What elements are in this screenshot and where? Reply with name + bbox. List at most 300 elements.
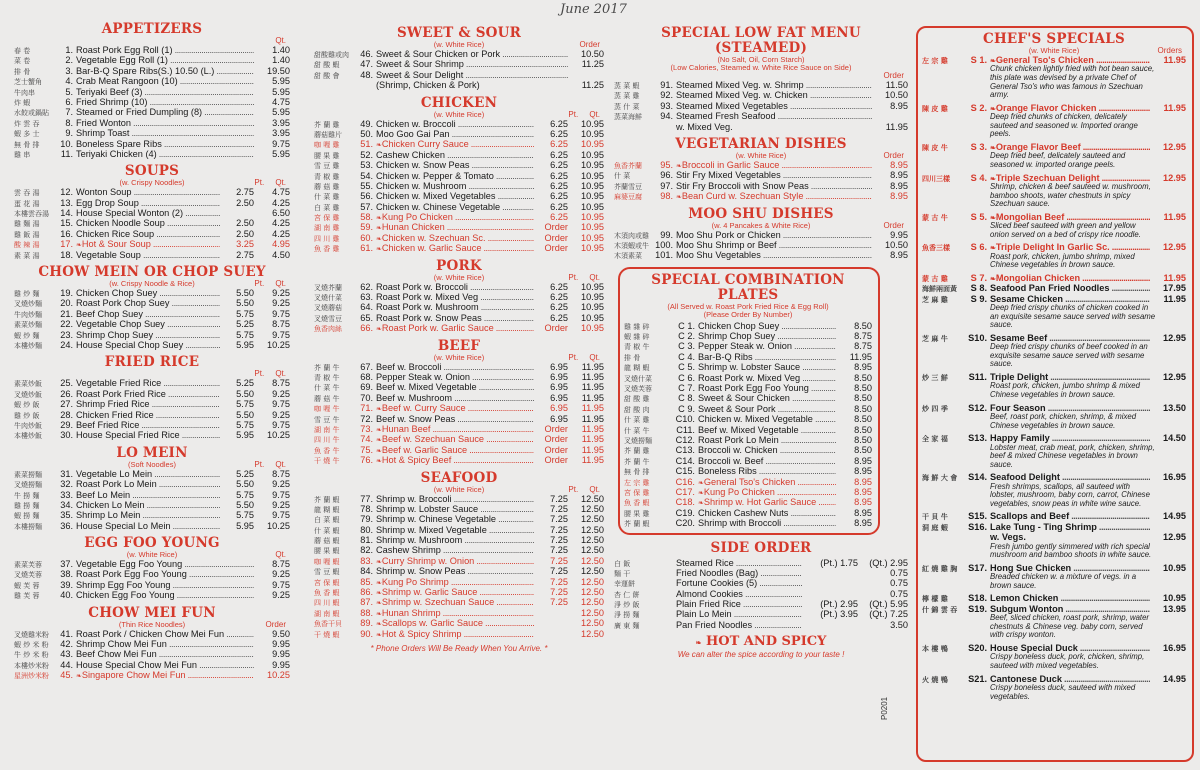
chinese-name: 叉燒雞米粉 bbox=[14, 630, 49, 639]
item-price-qt: 10.25 bbox=[254, 430, 290, 440]
chinese-name: 牛 炒 米 粉 bbox=[14, 651, 49, 660]
item-number: 53. bbox=[360, 160, 373, 171]
item-number: C 1. bbox=[678, 320, 695, 331]
column-1 bbox=[14, 22, 290, 686]
menu-item bbox=[314, 302, 604, 312]
item-price: 9.25 bbox=[254, 569, 290, 579]
item-number: 85. bbox=[360, 576, 373, 587]
item-price-qt: 10.95 bbox=[568, 129, 604, 139]
pork-section: PORK (w. White Rice) Pt. Qt. 叉燒芥蘭 62. Roast Pork w. Broccoli ..... 6.25 10.95 叉燒什菜 63. Roast Pork w. Mixed Veg ..... 6.25 10.95 叉燒蘑菇 64. Roast Pork w. Mushroom ..... 6.25 10.95 叉燒雪豆 65. Roast Pork w. Snow Peas ..... 6.25 10.95 魚香肉絲 66. ❧Roast Pork w. Garlic Sauce ..... Order 10.95 bbox=[314, 259, 604, 334]
item-name: Roast Pork Egg Foo Young ..... bbox=[76, 569, 254, 579]
item-price-pt: Order bbox=[534, 455, 568, 465]
menu-item bbox=[314, 202, 604, 212]
item-name: Roast Pork w. Mushroom ..... bbox=[376, 302, 534, 312]
item-name: Shrimp Toast ..... bbox=[76, 128, 254, 138]
item-price-pt: 7.25 bbox=[534, 545, 568, 555]
menu-item bbox=[14, 139, 290, 149]
item-price-pt: 5.50 bbox=[220, 479, 254, 489]
menu-item bbox=[14, 66, 290, 76]
chili-icon: ❧ bbox=[698, 489, 704, 497]
item-name: ❧Curry Shrimp w. Onion ..... bbox=[376, 556, 534, 568]
item-price: 11.95 bbox=[1150, 273, 1186, 283]
item-name: Chicken w. Broccoli ..... bbox=[376, 119, 534, 129]
item-number: 58. bbox=[360, 212, 373, 223]
menu-item bbox=[922, 273, 1186, 283]
menu-item bbox=[314, 556, 604, 566]
item-number: 62. bbox=[360, 281, 373, 292]
chinese-name: 青 椒 牛 bbox=[624, 343, 650, 352]
chinese-name: 蝦 雜 碎 bbox=[624, 333, 650, 342]
item-description: Shrimp, chicken & beef sauteed w. mushroom, bamboo shoots, water chestnuts in spicy Szechuan sauce. bbox=[990, 181, 1151, 209]
item-price-qt: 10.95 bbox=[568, 243, 604, 253]
item-name: Shrimp w. Broccoli ..... bbox=[376, 494, 534, 504]
menu-item bbox=[314, 514, 604, 524]
item-price: 8.50 bbox=[836, 445, 872, 455]
item-name: Cashew Shrimp ..... bbox=[376, 545, 534, 555]
item-name: Scallops and Beef ..... bbox=[990, 511, 1150, 521]
item-price-qt: 10.95 bbox=[568, 202, 604, 212]
item-number: 66. bbox=[360, 323, 373, 334]
item-number: 101. bbox=[655, 250, 673, 261]
chili-icon: ❧ bbox=[990, 58, 996, 65]
item-number: C 9. bbox=[678, 403, 695, 414]
item-name: Bar-B-Q Spare Ribs(S.) 10.50 (L.) ..... bbox=[76, 66, 254, 76]
chinese-name: 什 菜 bbox=[614, 172, 631, 181]
item-price: 9.95 bbox=[872, 230, 908, 240]
item-price-pt: 5.75 bbox=[220, 510, 254, 520]
item-name: ❧Broccoli in Garlic Sauce ..... bbox=[676, 160, 872, 172]
chinese-name: 蝦 多 士 bbox=[14, 130, 40, 139]
item-name: Fortune Cookies (5) ..... bbox=[676, 578, 802, 588]
chicken-section: CHICKEN (w. White Rice) Pt. Qt. 芥 蘭 雞 49. Chicken w. Broccoli ..... 6.25 10.95 蘑菇雞片 50. Moo Goo Gai Pan ..... 6.25 10.95 咖 喱 雞 51. ❧Chicken Curry Sauce ..... 6.25 10.95 腰 果 雞 52. Cashew Chicken ..... 6.25 10.95 雪 豆 雞 53. Chicken w. Snow Peas ..... 6.25 10.95 青 椒 雞 54. Chicken w. Pepper & Tomato ..... 6.25 10.95 蘑 菇 雞 55. Chicken w. Mushroom ..... 6.25 10.95 什 菜 雞 56. Chicken w. Mixed Vegetables ..... 6.25 10.95 白 菜 雞 57. Chicken w. Chinese Vegetable ..... 6.25 10.95 宮 保 雞 58. ❧Kung Po Chicken ..... 6.25 10.95 湖 南 雞 59. ❧Hunan Chicken ..... Order 10.95 四 川 雞 60. ❧Chicken w. Szechuan Sc. ..... Order 10.95 魚 香 雞 61. ❧Chicken w. Garlic Sauce ..... Order 10.95 bbox=[314, 96, 604, 254]
item-price-qt: 4.95 bbox=[254, 239, 290, 249]
item-number: 83. bbox=[360, 555, 373, 566]
item-number: 31. bbox=[60, 468, 73, 479]
item-name: Roast Pork Egg Roll (1) ..... bbox=[76, 45, 254, 55]
item-name: ❧Singapore Chow Mei Fun ..... bbox=[76, 670, 254, 682]
item-number: 47. bbox=[360, 59, 373, 70]
item-price: 8.95 bbox=[836, 508, 872, 518]
menu-item bbox=[922, 433, 1186, 443]
item-price: 8.50 bbox=[836, 393, 872, 403]
chinese-name: 芥蘭雪豆 bbox=[614, 182, 642, 191]
menu-item bbox=[14, 298, 290, 308]
item-price-qt: 3.50 bbox=[858, 620, 908, 630]
chinese-name: 什 菜 牛 bbox=[624, 426, 650, 435]
chinese-name: 左 宗 雞 bbox=[624, 478, 650, 487]
moo-shu-section: MOO SHU DISHES (w. 4 Pancakes & White Rice) Order 木須肉或雞 99. Moo Shu Pork or Chicken ..... 9.95 木須蝦或牛 100. Moo Shu Shrimp or Beef ..... 10.50 木須素菜 101. Moo Shu Vegetables ..... 8.95 bbox=[614, 207, 908, 261]
chinese-name: 蝦 炒 麵 bbox=[14, 331, 40, 340]
item-price-qt: 12.50 bbox=[568, 545, 604, 555]
item-price-qt: 10.25 bbox=[254, 521, 290, 531]
item-number: 35. bbox=[60, 510, 73, 521]
section-title: SEAFOOD bbox=[420, 469, 498, 486]
menu-item bbox=[314, 233, 604, 243]
item-price: 13.50 bbox=[1150, 403, 1186, 413]
item-price: 16.95 bbox=[1150, 472, 1186, 482]
item-price-qt: (Qt.) 2.95 bbox=[858, 558, 908, 568]
item-price-qt: 4.75 bbox=[254, 187, 290, 197]
item-price: 9.95 bbox=[254, 639, 290, 649]
item-name: Steamed or Fried Dumpling (8) ..... bbox=[76, 107, 254, 117]
item-description: Deep fried beef, delicately sauteed and seasoned w. imported orange peels. bbox=[990, 151, 1126, 169]
chinese-name: 本樓撈麵 bbox=[14, 522, 42, 531]
chinese-name: 芥 蘭 蝦 bbox=[314, 495, 340, 504]
menu-item bbox=[14, 521, 290, 531]
menu-item bbox=[314, 222, 604, 232]
item-number: 86. bbox=[360, 587, 373, 598]
item-price: 3.95 bbox=[254, 118, 290, 128]
item-price-qt: 12.50 bbox=[568, 597, 604, 607]
chinese-name: 星洲炒米粉 bbox=[14, 672, 49, 681]
item-name: ❧Triple Szechuan Delight ..... bbox=[990, 173, 1150, 185]
item-name: Shrimp w. Mixed Vegetable ..... bbox=[376, 525, 534, 535]
item-price-pt: 5.50 bbox=[220, 500, 254, 510]
chinese-name: 芥 蘭 牛 bbox=[624, 457, 650, 466]
item-name: ❧Hunan Chicken ..... bbox=[376, 222, 534, 234]
menu-item bbox=[314, 129, 604, 139]
item-number: S 9. bbox=[970, 293, 987, 304]
item-number: 30. bbox=[60, 430, 73, 441]
item-price-qt: 8.75 bbox=[254, 378, 290, 388]
chinese-name: 咖 喱 蝦 bbox=[314, 557, 340, 566]
item-number: 38. bbox=[60, 569, 73, 580]
section-title: CHICKEN bbox=[420, 94, 498, 111]
item-name: Shrimp w. Lobster Sauce ..... bbox=[376, 504, 534, 514]
item-price: 12.95 bbox=[1150, 242, 1186, 252]
item-number: C 5. bbox=[678, 362, 695, 373]
item-price-pt: 6.25 bbox=[534, 202, 568, 212]
item-description: Deep fried chunks of chicken, delicately sauteed and seasoned w. Imported orange peels. bbox=[990, 112, 1138, 139]
item-name: Steamed Rice ..... bbox=[676, 558, 802, 568]
item-price-qt: 11.95 bbox=[568, 403, 604, 413]
item-price-pt: 5.75 bbox=[220, 490, 254, 500]
menu-item bbox=[624, 518, 872, 528]
menu-item bbox=[624, 331, 872, 341]
item-number: C12. bbox=[675, 434, 695, 445]
item-name: Moo Shu Pork or Chicken ..... bbox=[676, 230, 872, 240]
menu-item bbox=[314, 181, 604, 191]
item-price: 8.95 bbox=[872, 191, 908, 201]
item-name: ❧Shrimp w. Garlic Sauce ..... bbox=[376, 587, 534, 599]
item-price: 14.95 bbox=[1150, 674, 1186, 684]
chinese-name: 四 川 蝦 bbox=[314, 599, 340, 608]
item-number: 72. bbox=[360, 413, 373, 424]
item-price: 8.50 bbox=[836, 321, 872, 331]
item-name: ❧Beef w. Curry Sauce ..... bbox=[376, 403, 534, 415]
item-price-qt: 10.95 bbox=[568, 212, 604, 222]
menu-item-continued: (Shrimp, Chicken & Pork) 11.25 bbox=[376, 80, 604, 91]
chinese-name: 雞 串 bbox=[14, 150, 31, 159]
item-price-pt: 6.25 bbox=[534, 160, 568, 170]
item-price: 8.95 bbox=[836, 487, 872, 497]
item-number: C 4. bbox=[678, 351, 695, 362]
menu-item bbox=[624, 466, 872, 476]
item-number: 60. bbox=[360, 232, 373, 243]
item-price: 11.25 bbox=[568, 59, 604, 69]
item-price: 8.95 bbox=[836, 518, 872, 528]
item-name: Sweet & Sour Pork ..... bbox=[698, 404, 836, 414]
item-price-pt: 6.95 bbox=[534, 403, 568, 413]
section-title: CHOW MEIN OR CHOP SUEY bbox=[38, 264, 266, 281]
item-name: Beef Fried Rice ..... bbox=[76, 420, 220, 430]
chinese-name: 龍 糊 蝦 bbox=[314, 505, 340, 514]
item-number: 12. bbox=[60, 187, 73, 198]
item-description: Deep fried crispy chunks of beef cooked in an exquisite sesame sauce served with sesame sauce. bbox=[990, 342, 1148, 369]
item-number: S 5. bbox=[970, 211, 987, 222]
section-title: CHEF'S SPECIALS bbox=[983, 31, 1125, 47]
item-number: 40. bbox=[60, 590, 73, 601]
item-name: Pan Fried Noodles ..... bbox=[676, 620, 802, 630]
item-description: Beef, roast pork, chicken, shrimp, & mixed Chinese vegetables in brown sauce. bbox=[990, 411, 1137, 430]
item-name: Shrimp Egg Foo Young ..... bbox=[76, 580, 254, 590]
chinese-name: 廣 東 麵 bbox=[614, 621, 640, 630]
item-description: Lobster meat, crab meat, pork, chicken, shrimp, beef & mixed Chinese vegetables in brown sauce. bbox=[990, 442, 1155, 469]
item-number: 26. bbox=[60, 388, 73, 399]
menu-item bbox=[314, 434, 604, 444]
item-number: 88. bbox=[360, 607, 373, 618]
item-name: Roast Pork w. Broccoli ..... bbox=[376, 282, 534, 292]
chili-icon: ❧ bbox=[376, 447, 382, 455]
chinese-name: 素菜炒麵 bbox=[14, 321, 42, 330]
chili-icon: ❧ bbox=[376, 590, 382, 598]
chinese-name: 陳 皮 雞 bbox=[922, 104, 948, 113]
item-number: S18. bbox=[968, 593, 987, 604]
item-number: S 4. bbox=[970, 172, 987, 183]
item-number: 89. bbox=[360, 618, 373, 629]
item-name: ❧Hunan Beef ..... bbox=[376, 424, 534, 436]
menu-item bbox=[314, 393, 604, 403]
menu-item bbox=[614, 230, 908, 240]
menu-item bbox=[624, 383, 872, 393]
item-name: Beef w. Mixed Vegetable ..... bbox=[698, 425, 836, 435]
column-3 bbox=[614, 26, 908, 659]
item-price: 4.75 bbox=[254, 97, 290, 107]
chinese-name: 排 骨 bbox=[14, 67, 31, 76]
chinese-name: 麻婆豆腐 bbox=[614, 193, 642, 202]
menu-item bbox=[14, 309, 290, 319]
chinese-name: 魚香干貝 bbox=[314, 620, 342, 629]
chili-icon: ❧ bbox=[990, 214, 996, 222]
chinese-name: 叉燒芙蓉 bbox=[624, 385, 652, 394]
item-name: Roast Pork Chop Suey ..... bbox=[76, 298, 220, 308]
item-number: 24. bbox=[60, 339, 73, 350]
menu-item bbox=[624, 497, 872, 507]
chinese-name: 魚香芥蘭 bbox=[614, 161, 642, 170]
item-number: 39. bbox=[60, 579, 73, 590]
item-number: 10. bbox=[60, 138, 73, 149]
menu-item bbox=[14, 389, 290, 399]
item-name: ❧Kung Po Chicken ..... bbox=[698, 487, 836, 499]
menu-item bbox=[14, 649, 290, 659]
item-name: Seafood Pan Fried Noodles ..... bbox=[990, 283, 1150, 293]
chinese-name: 青 椒 牛 bbox=[314, 373, 340, 382]
item-name: Vegetable Soup ..... bbox=[76, 250, 220, 260]
menu-item bbox=[314, 577, 604, 587]
item-name: Shrimp Fried Rice ..... bbox=[76, 399, 220, 409]
item-price: 11.95 bbox=[1150, 103, 1186, 113]
item-price-qt: 10.95 bbox=[568, 139, 604, 149]
item-number: 80. bbox=[360, 524, 373, 535]
chili-icon: ❧ bbox=[376, 225, 382, 233]
chinese-name: 叉燒什菜 bbox=[314, 294, 342, 303]
item-price: 1.40 bbox=[254, 45, 290, 55]
seafood-section: SEAFOOD (w. White Rice) Pt. Qt. 芥 蘭 蝦 77. Shrimp w. Broccoli ..... 7.25 12.50 龍 糊 蝦 78. Shrimp w. Lobster Sauce ..... 7.25 12.50 白 菜 蝦 79. Shrimp w. Chinese Vegetable ..... 7.25 12.50 什 菜 蝦 80. Shrimp w. Mixed Vegetable ..... 7.25 12.50 蘑 菇 蝦 81. Shrimp w. Mushroom ..... 7.25 12.50 腰 果 蝦 82. Cashew Shrimp ..... 7.25 12.50 咖 喱 蝦 83. ❧Curry Shrimp w. Onion ..... 7.25 12.50 雪 豆 蝦 84. Shrimp w. Snow Peas ..... 7.25 12.50 宮 保 蝦 85. ❧Kung Po Shrimp ..... 7.25 12.50 魚 香 蝦 86. ❧Shrimp w. Garlic Sauce ..... 7.25 12.50 四 川 蝦 87. ❧Shrimp w. Szechuan Sauce ..... 7.25 12.50 湖 南 蝦 88. ❧Hunan Shrimp ..... 12.50 魚香干貝 89. ❧Scallops w. Garlic Sauce ..... 12.50 干 燒 蝦 90. ❧Hot & Spicy Shrimp ..... 12.50 bbox=[314, 471, 604, 639]
item-number: 71. bbox=[360, 403, 373, 414]
menu-item bbox=[14, 569, 290, 579]
menu-item bbox=[614, 170, 908, 180]
item-name: Vegetable Lo Mein ..... bbox=[76, 469, 220, 479]
item-price: 12.95 bbox=[1150, 372, 1186, 382]
menu-item bbox=[614, 568, 908, 578]
item-name: Beef w. Mixed Vegetable ..... bbox=[376, 382, 534, 392]
item-price: 11.95 bbox=[836, 352, 872, 362]
item-name: ❧Beef w. Szechuan Sauce ..... bbox=[376, 434, 534, 446]
item-number: 98. bbox=[660, 191, 673, 202]
item-name: ❧Chicken w. Garlic Sauce ..... bbox=[376, 243, 534, 255]
item-price-pt: 5.75 bbox=[220, 330, 254, 340]
menu-item bbox=[314, 545, 604, 555]
chinese-name: 蘑 菇 雞 bbox=[314, 182, 340, 191]
chinese-name: 炸 雲 吞 bbox=[14, 119, 40, 128]
item-price: 8.95 bbox=[872, 181, 908, 191]
item-price: 11.95 bbox=[1150, 212, 1186, 222]
item-number: 50. bbox=[360, 128, 373, 139]
item-number: 95. bbox=[660, 159, 673, 170]
item-name: Chicken Noodle Soup ..... bbox=[76, 218, 220, 228]
item-number: 17. bbox=[60, 239, 73, 250]
item-name: Teriyaki Beef (3) ..... bbox=[76, 87, 254, 97]
item-name: House Special Duck ..... bbox=[990, 643, 1150, 653]
item-price-qt: (Qt.) 5.95 bbox=[858, 599, 908, 609]
menu-item bbox=[14, 118, 290, 128]
item-number: C 7. bbox=[678, 383, 695, 394]
item-price: 8.95 bbox=[872, 101, 908, 111]
item-price: 8.50 bbox=[836, 404, 872, 414]
chinese-name: 雞 雜 碎 bbox=[624, 322, 650, 331]
item-price: 10.50 bbox=[872, 240, 908, 250]
item-price-pt: 6.25 bbox=[534, 181, 568, 191]
item-number: 3. bbox=[65, 65, 73, 76]
item-price-qt: 10.95 bbox=[568, 160, 604, 170]
chili-icon: ❧ bbox=[698, 500, 704, 508]
item-number: C16. bbox=[675, 476, 695, 487]
menu-item bbox=[314, 323, 604, 333]
item-number: S 7. bbox=[970, 272, 987, 283]
item-name: Chicken Lo Mein ..... bbox=[76, 500, 220, 510]
chili-icon: ❧ bbox=[376, 326, 382, 334]
chinese-name: 牛肉炒麵 bbox=[14, 310, 42, 319]
chinese-name: 幸運餅 bbox=[614, 580, 635, 589]
item-number: C 8. bbox=[678, 393, 695, 404]
chili-icon: ❧ bbox=[990, 175, 996, 183]
item-price: 19.50 bbox=[254, 66, 290, 76]
item-number: 49. bbox=[360, 118, 373, 129]
chili-icon: ❧ bbox=[695, 638, 702, 648]
chinese-name: 蝦 芙 蓉 bbox=[14, 581, 40, 590]
chili-icon: ❧ bbox=[376, 437, 382, 445]
item-number: 7. bbox=[65, 107, 73, 118]
chinese-name: 芥 蘭 牛 bbox=[314, 363, 340, 372]
chinese-name: 叉燒撈麵 bbox=[14, 481, 42, 490]
item-name: Plain Fried Rice ..... bbox=[676, 599, 802, 609]
menu-item bbox=[624, 456, 872, 466]
item-price: 9.95 bbox=[254, 649, 290, 659]
item-price: 9.75 bbox=[254, 139, 290, 149]
item-number: 78. bbox=[360, 503, 373, 514]
item-price-qt: 10.95 bbox=[568, 150, 604, 160]
chinese-name: 干 燒 牛 bbox=[314, 457, 340, 466]
item-number: C 6. bbox=[678, 372, 695, 383]
item-name: Teriyaki Chicken (4) ..... bbox=[76, 149, 254, 159]
chinese-name: 水餃或鍋貼 bbox=[14, 109, 49, 118]
menu-item bbox=[314, 445, 604, 455]
item-number: 73. bbox=[360, 423, 373, 434]
menu-item bbox=[14, 420, 290, 430]
chinese-name: 洞 庭 蝦 bbox=[922, 523, 948, 532]
item-number: 5. bbox=[65, 86, 73, 97]
menu-item bbox=[314, 171, 604, 181]
chinese-name: 雪 豆 牛 bbox=[314, 415, 340, 424]
section-title: LO MEIN bbox=[116, 444, 188, 461]
item-name: ❧General Tso's Chicken ..... bbox=[990, 55, 1150, 67]
item-number: 54. bbox=[360, 170, 373, 181]
side-order-section bbox=[614, 541, 908, 631]
item-name: Beef w. Snow Peas ..... bbox=[376, 414, 534, 424]
menu-item bbox=[14, 250, 290, 260]
chili-icon: ❧ bbox=[76, 242, 82, 250]
item-price-qt: 12.50 bbox=[568, 618, 604, 628]
chinese-name: 蒙 古 牛 bbox=[922, 213, 948, 222]
menu-item bbox=[624, 341, 872, 351]
menu-item bbox=[624, 414, 872, 424]
chinese-name: 湖 南 蝦 bbox=[314, 609, 340, 618]
phone-order-note: * Phone Orders Will Be Ready When You Arrive. * bbox=[370, 643, 548, 653]
item-number: 69. bbox=[360, 382, 373, 393]
chili-icon: ❧ bbox=[376, 426, 382, 434]
chinese-name: 四 川 牛 bbox=[314, 436, 340, 445]
item-name: Chicken Chop Suey ..... bbox=[76, 288, 220, 298]
item-name: Fried Wonton ..... bbox=[76, 118, 254, 128]
menu-item bbox=[314, 597, 604, 607]
item-price-qt: 9.25 bbox=[254, 288, 290, 298]
item-price-pt: 2.50 bbox=[220, 229, 254, 239]
chinese-name: 魚香三樣 bbox=[922, 244, 950, 253]
item-name: Chicken w. Mushroom ..... bbox=[376, 181, 534, 191]
item-number: S21. bbox=[968, 673, 987, 684]
item-name: Egg Drop Soup ..... bbox=[76, 198, 220, 208]
item-price: 8.95 bbox=[836, 362, 872, 372]
item-price-qt: 10.95 bbox=[568, 282, 604, 292]
item-name: Chicken Rice Soup ..... bbox=[76, 229, 220, 239]
menu-item bbox=[314, 566, 604, 576]
item-price-pt: 6.25 bbox=[534, 171, 568, 181]
item-name: Beef Lo Mein ..... bbox=[76, 490, 220, 500]
chinese-name: 腰 果 雞 bbox=[314, 151, 340, 160]
item-name: Beef Chow Mei Fun ..... bbox=[76, 649, 254, 659]
menu-item bbox=[614, 558, 908, 568]
item-number: C14. bbox=[675, 455, 695, 466]
chinese-name: 本樓炒米粉 bbox=[14, 661, 49, 670]
item-price-pt: 5.95 bbox=[220, 430, 254, 440]
item-name: Roast Pork w. Mixed Veg ..... bbox=[376, 292, 534, 302]
item-name: Plain Lo Mein ..... bbox=[676, 609, 802, 619]
item-number: 9. bbox=[65, 128, 73, 139]
item-price-pt: 7.25 bbox=[534, 597, 568, 607]
item-number: 23. bbox=[60, 329, 73, 340]
item-price-pt: Order bbox=[534, 323, 568, 333]
chinese-name: 海 鮮 大 會 bbox=[922, 474, 958, 483]
